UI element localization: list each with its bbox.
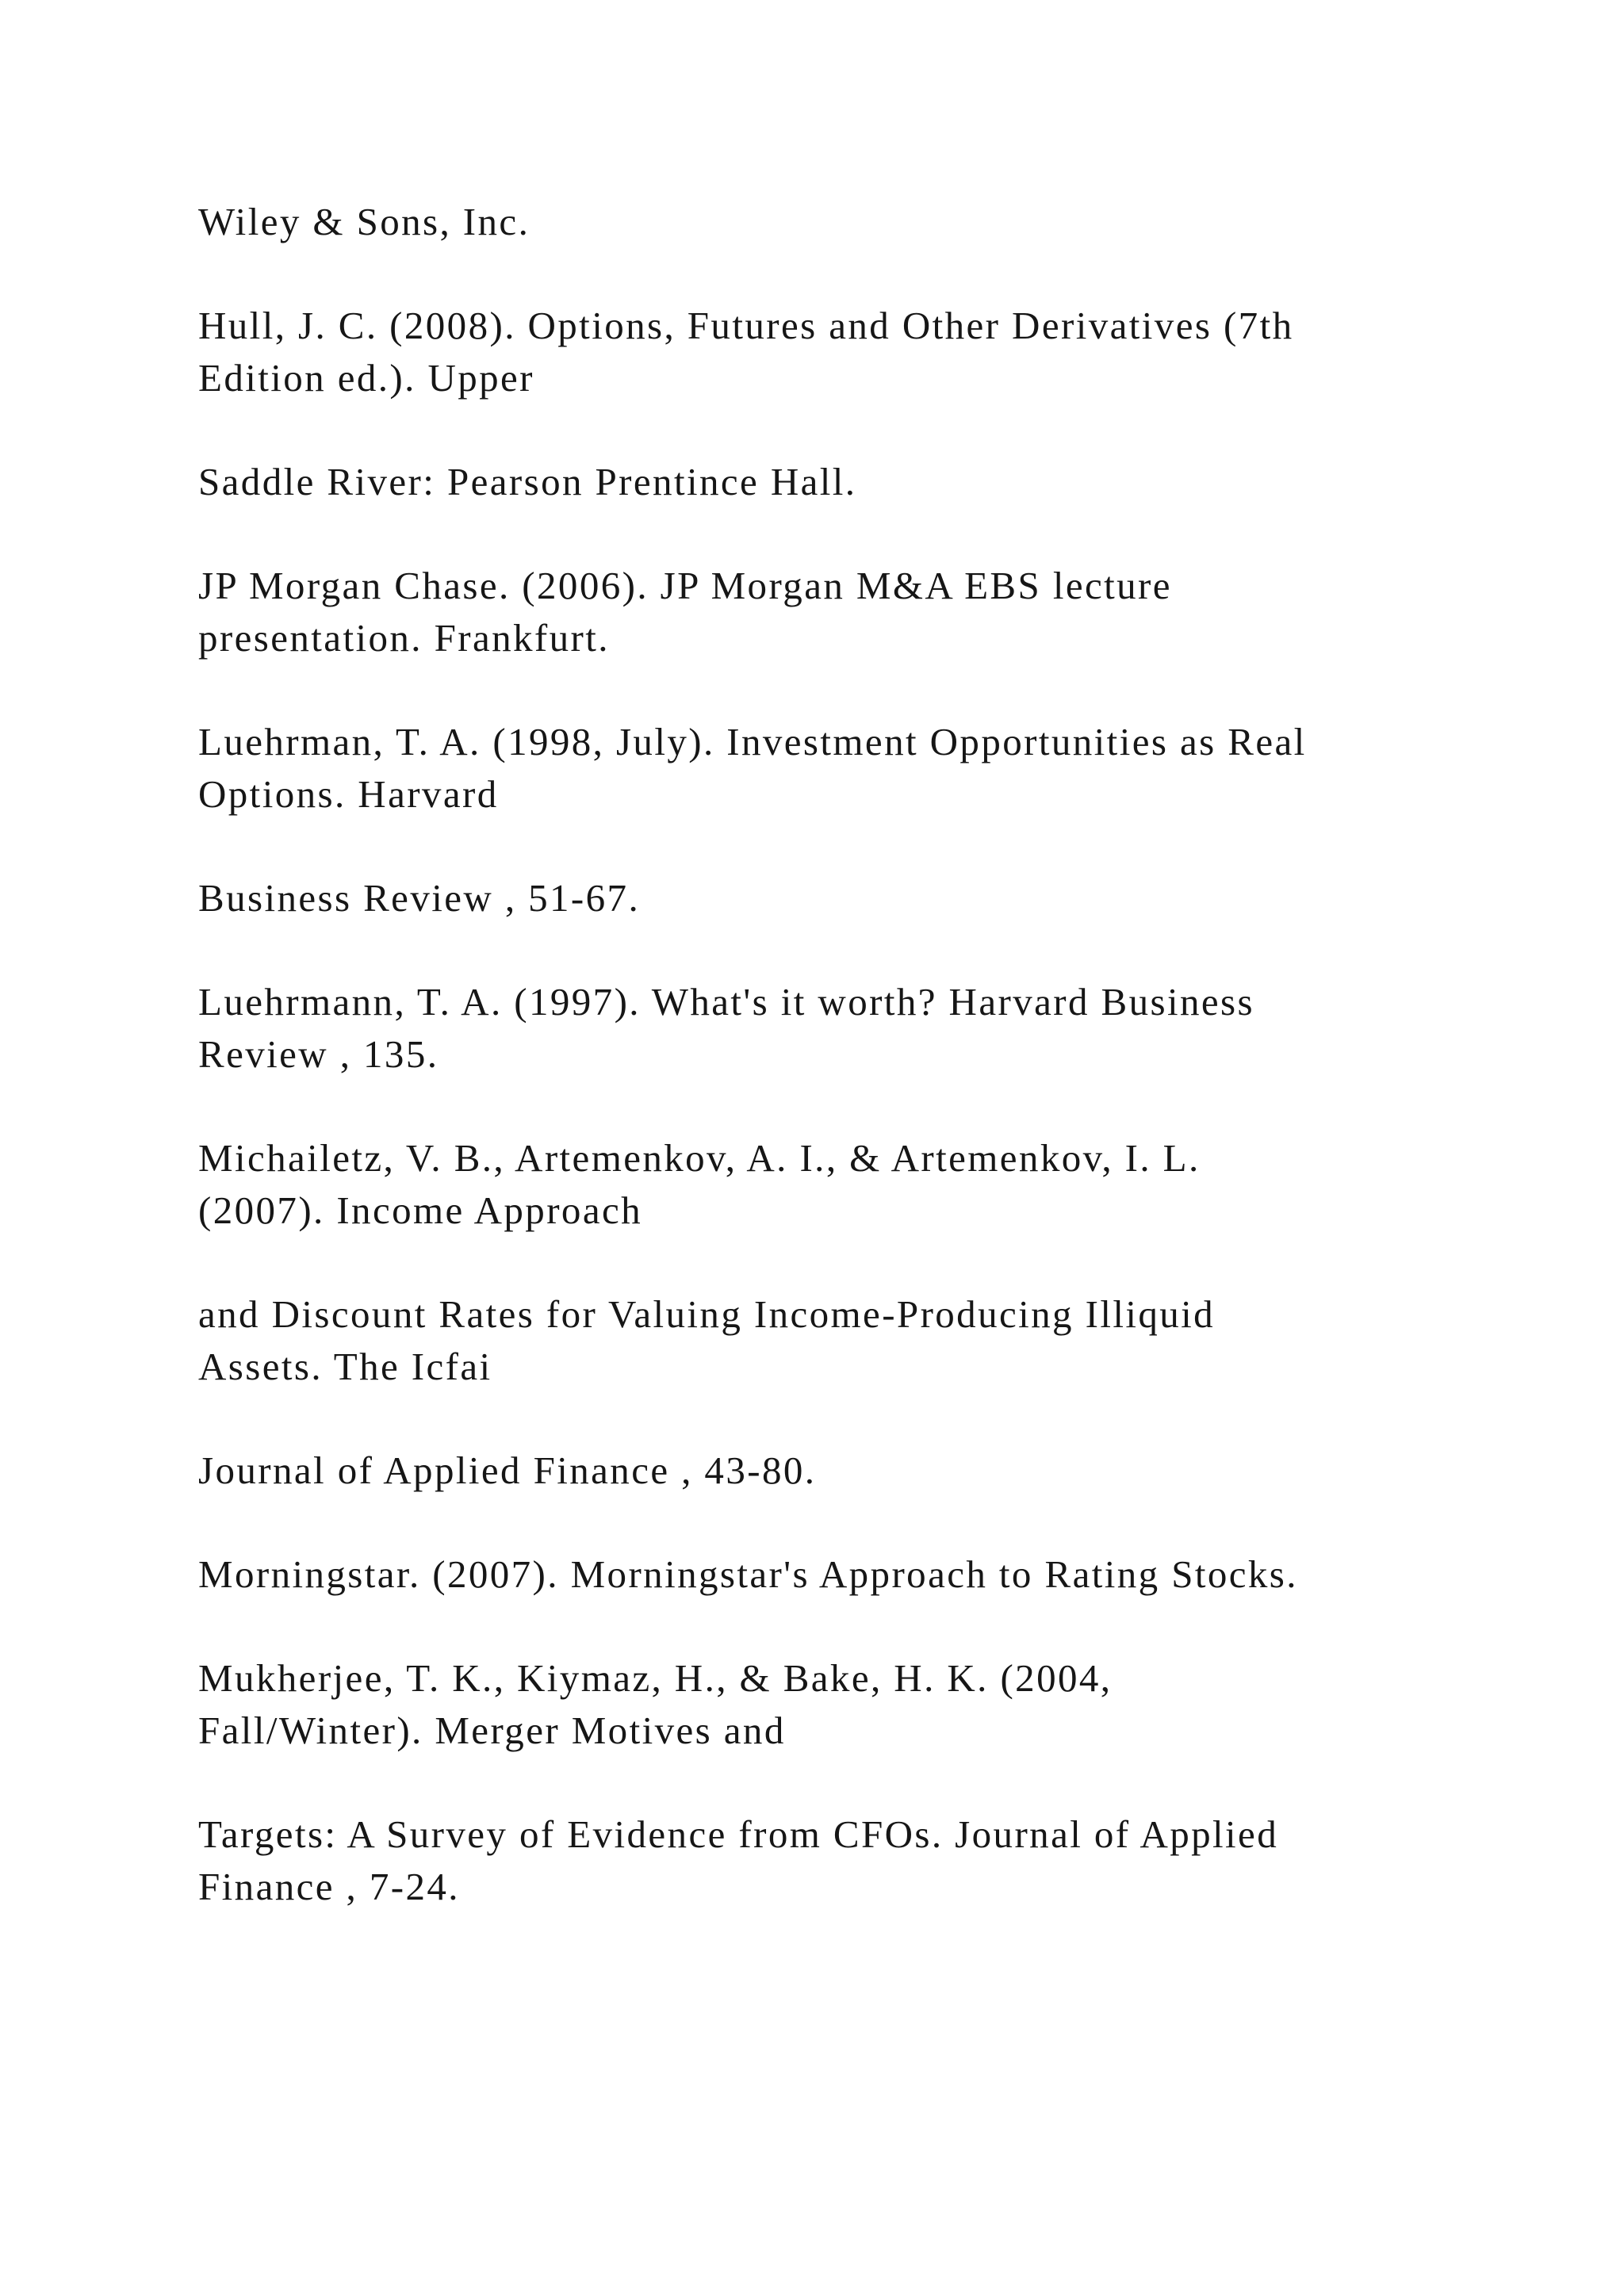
reference-line: presentation. Frankfurt. <box>198 616 610 660</box>
reference-paragraph <box>198 976 1467 1081</box>
reference-line: Hull, J. C. (2008). Options, Futures and Other Derivatives (7th <box>198 304 1294 347</box>
reference-line: Edition ed.). Upper <box>198 356 534 400</box>
reference-line: Morningstar. (2007). Morningstar's Approach to Rating Stocks. <box>198 1552 1298 1596</box>
reference-line: JP Morgan Chase. (2006). JP Morgan M&A EBS lecture <box>198 564 1172 607</box>
reference-line: Finance , 7-24. <box>198 1865 460 1908</box>
reference-paragraph <box>198 196 1467 248</box>
reference-paragraph <box>198 456 1467 508</box>
reference-line: Journal of Applied Finance , 43-80. <box>198 1448 817 1492</box>
reference-line: Fall/Winter). Merger Motives and <box>198 1709 786 1752</box>
reference-line: Mukherjee, T. K., Kiymaz, H., & Bake, H. K. (2004, <box>198 1656 1113 1700</box>
reference-paragraph <box>198 1808 1467 1913</box>
reference-line: Luehrmann, T. A. (1997). What's it worth? Harvard Business <box>198 980 1254 1024</box>
paragraph-gap <box>198 1757 1467 1808</box>
paragraph-gap <box>198 508 1467 560</box>
paragraph-gap <box>198 821 1467 872</box>
reference-paragraph <box>198 1652 1467 1757</box>
reference-paragraph <box>198 300 1467 404</box>
reference-paragraph <box>198 716 1467 821</box>
paragraph-gap <box>198 924 1467 976</box>
reference-line: (2007). Income Approach <box>198 1188 643 1232</box>
reference-line: Michailetz, V. B., Artemenkov, A. I., & Artemenkov, I. L. <box>198 1136 1201 1180</box>
paragraph-gap <box>198 1601 1467 1652</box>
reference-line: Assets. The Icfai <box>198 1345 492 1388</box>
reference-paragraph <box>198 1445 1467 1497</box>
reference-line: Saddle River: Pearson Prentince Hall. <box>198 460 857 503</box>
reference-line: Luehrman, T. A. (1998, July). Investment Opportunities as Real <box>198 720 1307 763</box>
paragraph-gap <box>198 1393 1467 1445</box>
reference-paragraph <box>198 1548 1467 1601</box>
reference-paragraph <box>198 560 1467 664</box>
reference-paragraph <box>198 1288 1467 1393</box>
reference-paragraph <box>198 1132 1467 1237</box>
reference-line: Review , 135. <box>198 1032 439 1076</box>
paragraph-gap <box>198 1237 1467 1288</box>
paragraph-gap <box>198 248 1467 300</box>
paragraph-gap <box>198 404 1467 456</box>
paragraph-gap <box>198 664 1467 716</box>
reference-line: Targets: A Survey of Evidence from CFOs. Journal of Applied <box>198 1812 1279 1856</box>
reference-paragraph <box>198 872 1467 924</box>
reference-line: Business Review , 51-67. <box>198 876 641 920</box>
paragraph-gap <box>198 1497 1467 1548</box>
reference-list <box>198 196 1467 1913</box>
paragraph-gap <box>198 1081 1467 1132</box>
reference-line: Options. Harvard <box>198 772 499 816</box>
reference-line: and Discount Rates for Valuing Income-Producing Illiquid <box>198 1292 1216 1336</box>
reference-line: Wiley & Sons, Inc. <box>198 200 530 243</box>
